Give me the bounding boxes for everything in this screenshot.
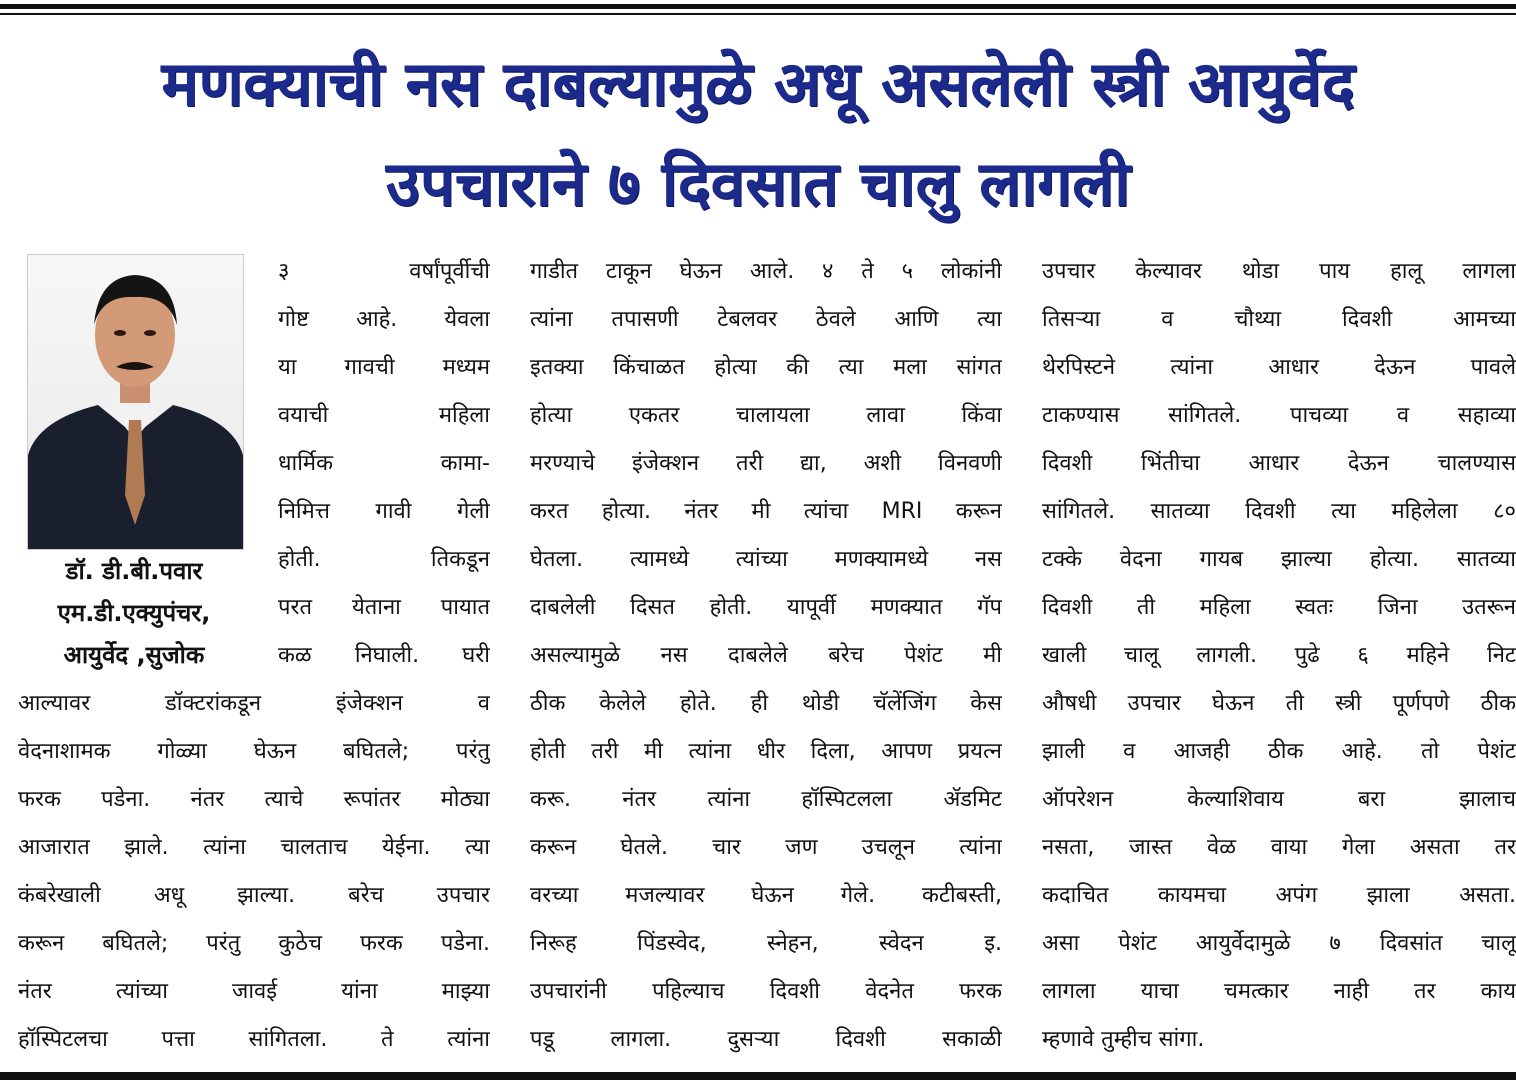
col1-line: कंबरेखाली अधू झाल्या. बरेच उपचार (18, 883, 490, 908)
col2-line: होती तरी मी त्यांना धीर दिला, आपण प्रयत्न (530, 739, 1002, 764)
headline-line-2: उपचाराने ७ दिवसात चालु लागली (385, 147, 1131, 220)
col2-line: करू. नंतर त्यांना हॉस्पिटलला ॲडमिट (530, 787, 1002, 812)
top-rule-thin (0, 13, 1516, 15)
col2-line: त्यांना तपासणी टेबलवर ठेवले आणि त्या (530, 307, 1002, 332)
col1-line: आल्यावर डॉक्टरांकडून इंजेक्शन व (18, 691, 490, 716)
col3-line: थेरपिस्टने त्यांना आधार देऊन पावले (1042, 355, 1516, 380)
col3-line: दिवशी भिंतीचा आधार देऊन चालण्यास (1042, 451, 1516, 476)
col3-line: टक्के वेदना गायब झाल्या होत्या. सातव्या (1042, 547, 1516, 572)
col1-line: करून बघितले; परंतु कुठेच फरक पडेना. (18, 931, 490, 956)
col3-line: झाली व आजही ठीक आहे. तो पेशंट (1042, 739, 1516, 764)
col1-line: होती. तिकडून (278, 547, 490, 572)
col1-line: वेदनाशामक गोळ्या घेऊन बघितले; परंतु (18, 739, 490, 764)
col2-line: वरच्या मजल्यावर घेऊन गेले. कटीबस्ती, (530, 883, 1002, 908)
col1-line: नंतर त्यांच्या जावई यांना माझ्या (18, 979, 490, 1004)
col1-line: कळ निघाली. घरी (278, 643, 490, 668)
col1-line: आजारात झाले. त्यांना चालताच येईना. त्या (18, 835, 490, 860)
bottom-rule (0, 1072, 1516, 1080)
col3-line: लागला याचा चमत्कार नाही तर काय (1042, 979, 1516, 1004)
col2-line: मरण्याचे इंजेक्शन तरी द्या, अशी विनवणी (530, 451, 1002, 476)
col3-line: उपचार केल्यावर थोडा पाय हालू लागला (1042, 259, 1516, 284)
caption-degree: एम.डी.एक्युपंचर, (57, 599, 211, 627)
author-portrait-icon (28, 255, 243, 549)
col2-line: करत होत्या. नंतर मी त्यांचा MRI करून (530, 499, 1002, 524)
col2-line: पडू लागला. दुसऱ्या दिवशी सकाळी (530, 1027, 1002, 1052)
col3-line: म्हणावे तुम्हीच सांगा. (1042, 1027, 1205, 1052)
col1-line: फरक पडेना. नंतर त्याचे रूपांतर मोठ्या (18, 787, 490, 812)
col2-line: करून घेतले. चार जण उचलून त्यांना (530, 835, 1002, 860)
top-rule-thick (0, 4, 1516, 9)
col3-line: दिवशी ती महिला स्वतः जिना उतरून (1042, 595, 1516, 620)
caption-specialty: आयुर्वेद ,सुजोक (63, 641, 205, 669)
col1-line: गोष्ट आहे. येवला (278, 307, 490, 332)
author-photo (27, 254, 244, 550)
col1-line: या गावची मध्यम (278, 355, 490, 380)
col3-line: टाकण्यास सांगितले. पाचव्या व सहाव्या (1042, 403, 1516, 428)
col1-line: वयाची महिला (278, 403, 490, 428)
col2-line: होत्या एकतर चालायला लावा किंवा (530, 403, 1002, 428)
headline-line-1: मणक्याची नस दाबल्यामुळे अधू असलेली स्त्री आयुर्वेद (161, 47, 1355, 120)
col3-line: ऑपरेशन केल्याशिवाय बरा झालाच (1042, 787, 1516, 812)
col3-line: नसता, जास्त वेळ वाया गेला असता तर (1042, 835, 1516, 860)
col3-line: असा पेशंट आयुर्वेदामुळे ७ दिवसांत चालू (1042, 931, 1516, 956)
col1-line: ३ वर्षांपूर्वीची (278, 259, 490, 284)
col2-line: असल्यामुळे नस दाबलेले बरेच पेशंट मी (530, 643, 1002, 668)
col2-line: घेतला. त्यामध्ये त्यांच्या मणक्यामध्ये नस (530, 547, 1002, 572)
col3-line: तिसऱ्या व चौथ्या दिवशी आमच्या (1042, 307, 1516, 332)
col3-line: औषधी उपचार घेऊन ती स्त्री पूर्णपणे ठीक (1042, 691, 1516, 716)
col2-line: इतक्या किंचाळत होत्या की त्या मला सांगत (530, 355, 1002, 380)
col2-line: ठीक केलेले होते. ही थोडी चॅलेंजिंग केस (530, 691, 1002, 716)
col3-line: खाली चालू लागली. पुढे ६ महिने निट (1042, 643, 1516, 668)
col2-line: उपचारांनी पहिल्याच दिवशी वेदनेत फरक (530, 979, 1002, 1004)
col1-line: निमित्त गावी गेली (278, 499, 490, 524)
col1-line: हॉस्पिटलचा पत्ता सांगितला. ते त्यांना (18, 1027, 490, 1052)
col3-line: सांगितले. सातव्या दिवशी त्या महिलेला ८० (1042, 499, 1516, 524)
col1-line: परत येताना पायात (278, 595, 490, 620)
col1-line: धार्मिक कामा- (278, 451, 490, 476)
col2-line: निरूह पिंडस्वेद, स्नेहन, स्वेदन इ. (530, 931, 1002, 956)
col2-line: दाबलेली दिसत होती. यापूर्वी मणक्यात गॅप (530, 595, 1002, 620)
col2-line: गाडीत टाकून घेऊन आले. ४ ते ५ लोकांनी (530, 259, 1002, 284)
col3-line: कदाचित कायमचा अपंग झाला असता. (1042, 883, 1516, 908)
caption-name: डॉ. डी.बी.पवार (65, 557, 203, 585)
